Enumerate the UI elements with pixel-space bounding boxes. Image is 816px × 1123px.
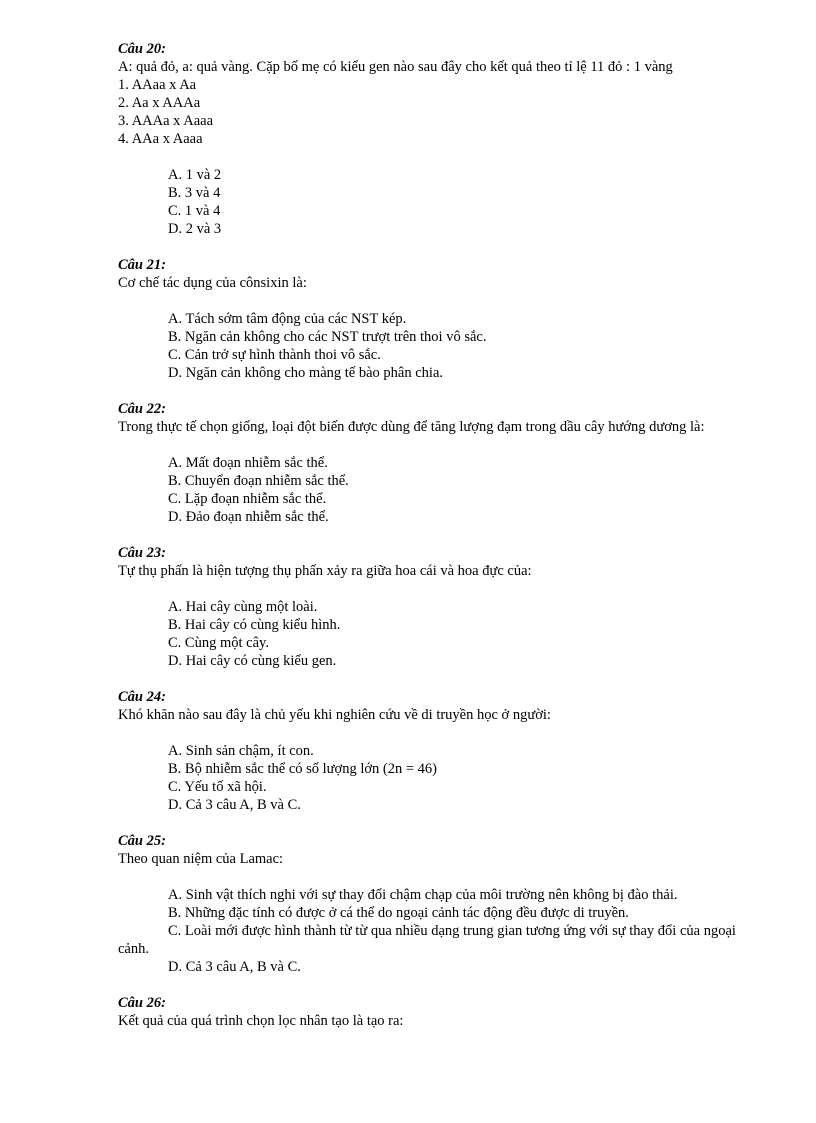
question-text: Khó khăn nào sau đây là chủ yếu khi nghiên cứu về di truyền học ở người: <box>118 707 551 723</box>
answer-options <box>118 454 768 526</box>
answer-option-d: D. Hai cây có cùng kiểu gen. <box>168 653 337 669</box>
question-title: Câu 20: <box>118 41 166 57</box>
question-23 <box>118 544 768 670</box>
answer-option-b: B. Hai cây có cùng kiểu hình. <box>168 617 341 633</box>
question-24 <box>118 688 768 814</box>
question-20 <box>118 40 768 238</box>
answer-option-b: B. Ngăn cản không cho các NST trượt trên thoi vô sắc. <box>168 329 487 345</box>
question-21 <box>118 256 768 382</box>
list-item: 3. AAAa x Aaaa <box>118 113 214 129</box>
answer-options <box>118 742 768 814</box>
answer-options <box>118 310 768 382</box>
question-25 <box>118 832 768 976</box>
question-text: Trong thực tế chọn giống, loại đột biến được dùng để tăng lượng đạm trong dầu cây hướng dương là: <box>118 419 705 435</box>
question-title: Câu 26: <box>118 995 166 1011</box>
answer-option-a: A. 1 và 2 <box>168 167 222 183</box>
list-item: 1. AAaa x Aa <box>118 77 197 93</box>
question-text: Theo quan niệm của Lamac: <box>118 851 284 867</box>
answer-option-d: D. 2 và 3 <box>168 221 222 237</box>
question-22 <box>118 400 768 526</box>
answer-option-c: C. Lặp đoạn nhiễm sắc thể. <box>168 491 327 507</box>
answer-option-b: B. Bộ nhiễm sắc thể có số lượng lớn (2n = 46) <box>168 761 437 777</box>
answer-option-c: C. 1 và 4 <box>168 203 221 219</box>
answer-option-a: A. Sinh vật thích nghi với sự thay đổi chậm chạp của môi trường nên không bị đào thải. <box>168 887 678 903</box>
answer-option-a: A. Mất đoạn nhiễm sắc thể. <box>168 455 328 471</box>
answer-option-b: B. Những đặc tính có được ở cá thể do ngoại cảnh tác động đều được di truyền. <box>168 905 629 921</box>
list-item: 4. AAa x Aaaa <box>118 131 203 147</box>
answer-options <box>118 166 768 238</box>
answer-option-d: D. Đảo đoạn nhiễm sắc thể. <box>168 509 329 525</box>
answer-options <box>118 886 768 976</box>
answer-option-c: C. Loài mới được hình thành từ từ qua nhiều dạng trung gian tương ứng với sự thay đổi của ngoại cảnh. <box>118 923 736 957</box>
document-page <box>118 40 768 1048</box>
answer-option-a: A. Hai cây cùng một loài. <box>168 599 318 615</box>
question-26 <box>118 994 768 1030</box>
question-title: Câu 25: <box>118 833 166 849</box>
answer-option-d: D. Cả 3 câu A, B và C. <box>168 959 301 975</box>
answer-option-c: C. Cùng một cây. <box>168 635 269 651</box>
list-item: 2. Aa x AAAa <box>118 95 201 111</box>
question-title: Câu 21: <box>118 257 166 273</box>
question-title: Câu 22: <box>118 401 166 417</box>
question-text: Kết quả của quá trình chọn lọc nhân tạo là tạo ra: <box>118 1013 404 1029</box>
question-text: A: quả đỏ, a: quả vàng. Cặp bố mẹ có kiểu gen nào sau đây cho kết quả theo tỉ lệ 11 đỏ : 1 vàng <box>118 59 673 75</box>
answer-options <box>118 598 768 670</box>
answer-option-c: C. Cản trở sự hình thành thoi vô sắc. <box>168 347 381 363</box>
question-title: Câu 24: <box>118 689 166 705</box>
answer-option-b: B. 3 và 4 <box>168 185 221 201</box>
answer-option-d: D. Cả 3 câu A, B và C. <box>168 797 301 813</box>
question-text: Cơ chế tác dụng của cônsixin là: <box>118 275 307 291</box>
answer-option-a: A. Tách sớm tâm động của các NST kép. <box>168 311 407 327</box>
answer-option-b: B. Chuyển đoạn nhiễm sắc thể. <box>168 473 349 489</box>
answer-option-a: A. Sinh sản chậm, ít con. <box>168 743 314 759</box>
question-text: Tự thụ phấn là hiện tượng thụ phấn xảy ra giữa hoa cái và hoa đực của: <box>118 563 532 579</box>
question-title: Câu 23: <box>118 545 166 561</box>
answer-option-d: D. Ngăn cản không cho màng tế bào phân chia. <box>168 365 444 381</box>
answer-option-c: C. Yếu tố xã hội. <box>168 779 267 795</box>
